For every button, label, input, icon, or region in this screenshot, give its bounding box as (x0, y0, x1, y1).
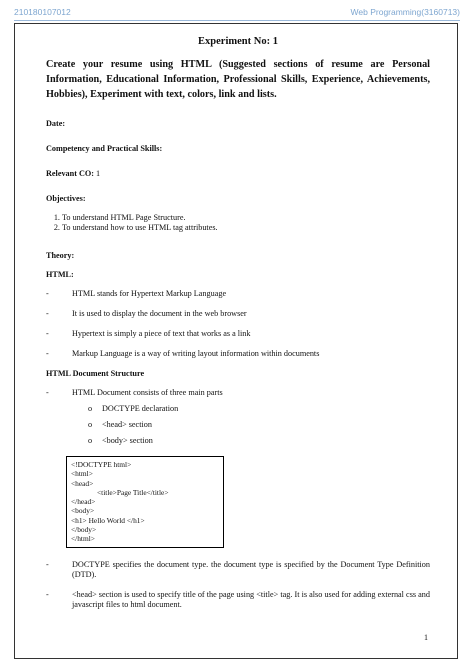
dash-marker: - (46, 388, 49, 397)
page-content (46, 36, 430, 620)
competency-field (46, 144, 430, 153)
code-line: <html> (71, 469, 93, 479)
page-number: 1 (424, 633, 428, 642)
list-item: - Markup Language is a way of writing layout information within documents (46, 349, 320, 358)
co-value: 1 (93, 169, 101, 178)
experiment-task: Create your resume using HTML (Suggested sections of resume are Personal Information, Educational Information, Professional Skills, Experience, Achievements, Hobbies), Experiment with text, colors, link and lists. (46, 59, 430, 100)
header-rule (14, 20, 460, 21)
list-item: - <head> section is used to specify title of the page using <title> tag. It is also used for adding external css and javascript files to html document. (46, 589, 430, 609)
theory-label: Theory: (46, 251, 75, 260)
list-item: o <body> section (88, 436, 153, 445)
list-item: 2. To understand how to use HTML tag attributes. (62, 223, 430, 233)
co-field (46, 169, 430, 178)
student-id: 210180107012 (14, 7, 71, 17)
list-item: 1. To understand HTML Page Structure. (62, 213, 430, 223)
date-field (46, 119, 430, 128)
code-line: <title>Page Title</title> (97, 487, 169, 497)
dash-marker: - (46, 349, 49, 358)
co-label: Relevant CO: (46, 169, 94, 178)
code-line: </html> (71, 534, 95, 544)
dash-marker: - (46, 559, 49, 569)
code-line: </body> (71, 525, 97, 535)
date-label: Date: (46, 119, 66, 128)
experiment-title: Experiment No: 1 (198, 36, 278, 47)
html-points-list (46, 289, 430, 359)
competency-label: Competency and Practical Skills: (46, 144, 163, 153)
code-line: <body> (71, 506, 95, 516)
course-name: Web Programming(3160713) (350, 7, 460, 17)
list-item: o DOCTYPE declaration (88, 404, 179, 413)
code-line: </head> (71, 497, 96, 507)
dash-marker: - (46, 589, 49, 599)
notes-list (46, 560, 430, 610)
structure-label: HTML Document Structure (46, 369, 145, 378)
circle-marker: o (88, 404, 93, 413)
list-item: - It is used to display the document in the web browser (46, 309, 247, 318)
list-item: o <head> section (88, 420, 152, 429)
circle-marker: o (88, 420, 93, 429)
dash-marker: - (46, 309, 49, 318)
code-example-box (66, 456, 224, 548)
code-line: <h1> Hello World </h1> (71, 515, 145, 525)
dash-marker: - (46, 329, 49, 338)
list-item: - HTML Document consists of three main parts o DOCTYPE declaration o <head> section o <body> section (46, 388, 430, 446)
structure-parts-list (72, 404, 430, 446)
html-label: HTML: (46, 270, 74, 279)
dash-marker: - (46, 289, 49, 298)
circle-marker: o (88, 436, 93, 445)
list-item: - Hypertext is simply a piece of text that works as a link (46, 329, 251, 338)
objectives-label: Objectives: (46, 194, 86, 203)
running-header (14, 7, 460, 21)
objectives-list (46, 213, 430, 233)
structure-list (46, 388, 430, 446)
list-item: - HTML stands for Hypertext Markup Language (46, 289, 227, 298)
list-item: - DOCTYPE specifies the document type. the document type is specified by the Document Type Definition (DTD). (46, 559, 430, 579)
code-line: <head> (71, 478, 94, 488)
code-line: <!DOCTYPE html> (71, 460, 132, 469)
